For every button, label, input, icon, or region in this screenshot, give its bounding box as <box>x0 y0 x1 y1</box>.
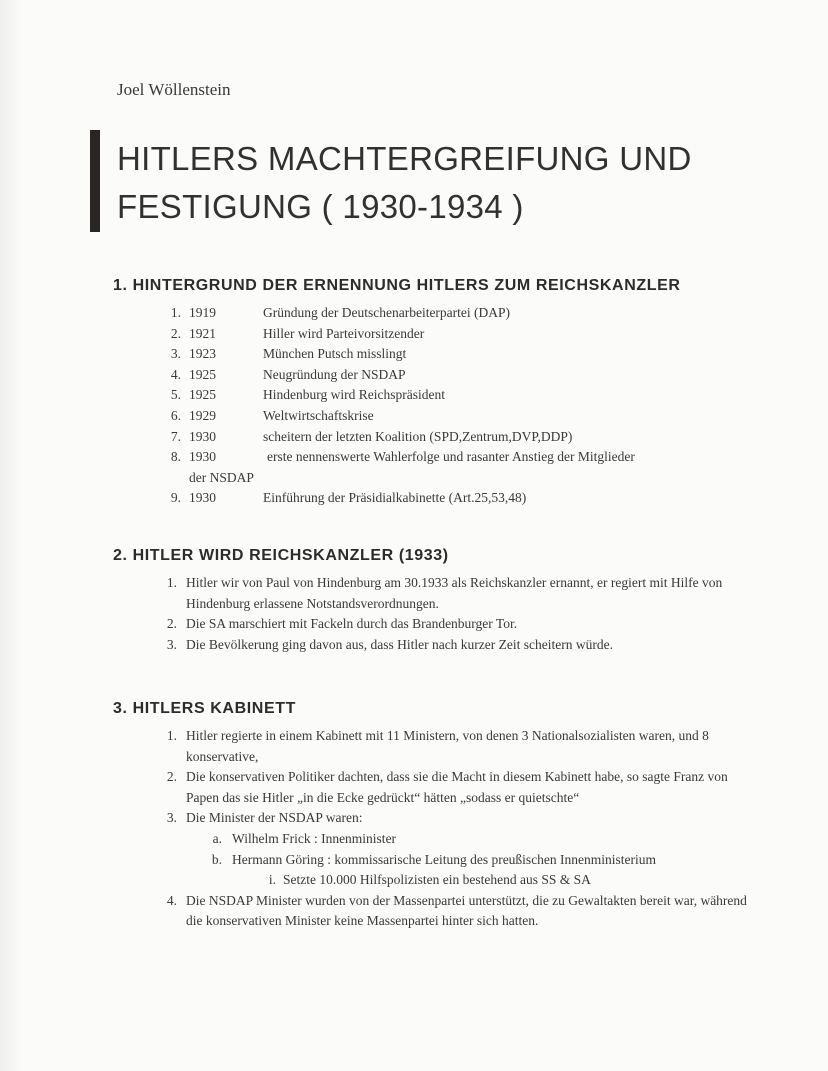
item-year: 1930 <box>189 428 216 444</box>
item-event: Gründung der Deutschenarbeiterpartei (DAP) <box>263 305 511 320</box>
item-number: 3. <box>166 636 177 652</box>
item-year: 1925 <box>189 387 216 403</box>
author-name: Joel Wöllenstein <box>117 80 231 99</box>
item-number: 1. <box>170 305 181 320</box>
item-number: 5. <box>170 387 181 403</box>
item-number: 4. <box>166 892 177 908</box>
timeline-item <box>113 324 753 345</box>
timeline-item <box>113 406 753 427</box>
item-number: 2. <box>166 616 177 632</box>
list-item <box>113 891 753 932</box>
item-event: Weltwirtschaftskrise <box>263 407 374 423</box>
item-text: Hitler wir von Paul von Hindenburg am 30.1933 als Reichskanzler ernannt, er regiert mit Hilfe von Hindenburg erlassene Notstandsverordnungen. <box>186 575 723 611</box>
item-number: 2. <box>166 769 177 785</box>
item-text: Die Bevölkerung ging davon aus, dass Hitler nach kurzer Zeit scheitern würde. <box>186 636 613 652</box>
timeline-item <box>113 488 753 509</box>
sub-item-text: Wilhelm Frick : Innenminister <box>232 830 397 846</box>
item-number: 7. <box>170 428 181 444</box>
item-text: Die konservativen Politiker dachten, dass sie die Macht in diesem Kabinett habe, so sagte Franz von Papen das sie Hitler „in die Ecke gedrückt“ hätten „sodass er quietschte“ <box>186 769 728 805</box>
list-item <box>113 726 753 767</box>
section-heading: 1. HINTERGRUND DER ERNENNUNG HITLERS ZUM REICHSKANZLER <box>113 277 681 294</box>
section-heading: 2. HITLER WIRD REICHSKANZLER (1933) <box>113 547 449 564</box>
list-item <box>113 614 753 635</box>
sub-list-item <box>186 850 753 891</box>
numbered-list <box>113 573 753 655</box>
section-heading: 3. HITLERS KABINETT <box>113 700 296 717</box>
item-event: München Putsch misslingt <box>263 346 407 362</box>
title-line-1: HITLERS MACHTERGREIFUNG UND <box>117 140 692 177</box>
item-event: scheitern der letzten Koalition (SPD,Zentrum,DVP,DDP) <box>263 428 573 444</box>
sub-list-item <box>186 829 753 850</box>
timeline-item <box>113 385 753 406</box>
sub-sub-list-item <box>232 870 753 891</box>
list-item <box>113 767 753 808</box>
numbered-list <box>113 726 753 932</box>
sub-item-letter: a. <box>212 830 222 846</box>
item-year: 1930 <box>189 449 216 465</box>
sub-item-letter: b. <box>211 851 222 867</box>
item-event: erste nennenswerte Wahlerfolge und rasanter Anstieg der Mitglieder <box>267 449 635 465</box>
item-event-continuation: der NSDAP <box>189 469 254 485</box>
item-text: Hitler regierte in einem Kabinett mit 11 Ministern, von denen 3 Nationalsozialisten waren, und 8 konservative, <box>186 728 709 764</box>
item-event: Einführung der Präsidialkabinette (Art.25,53,48) <box>263 490 527 506</box>
section-chancellor <box>113 547 753 655</box>
item-number: 3. <box>170 346 181 362</box>
item-number: 6. <box>170 407 181 423</box>
list-item <box>113 808 753 890</box>
item-event: Hindenburg wird Reichspräsident <box>263 387 445 403</box>
item-text: Die Minister der NSDAP waren: <box>186 810 363 826</box>
list-item <box>113 573 753 614</box>
item-year: 1925 <box>189 366 216 382</box>
timeline-item <box>113 365 753 386</box>
item-event: Hiller wird Parteivorsitzender <box>263 325 425 341</box>
item-number: 1. <box>166 728 177 743</box>
timeline-item <box>113 447 753 488</box>
timeline-item <box>113 344 753 365</box>
section-cabinet <box>113 700 753 932</box>
item-year: 1923 <box>189 346 216 362</box>
item-text: Die SA marschiert mit Fackeln durch das Brandenburger Tor. <box>186 616 518 632</box>
item-number: 1. <box>166 575 177 590</box>
title-line-2: FESTIGUNG ( 1930-1934 ) <box>117 188 524 225</box>
item-year: 1930 <box>189 490 216 506</box>
list-item <box>113 635 753 656</box>
item-number: 3. <box>166 810 177 826</box>
item-text: Die NSDAP Minister wurden von der Massenpartei unterstützt, die zu Gewaltakten bereit war, während die konservativen Minister keine Massenpartei hinter sich hatten. <box>186 892 747 929</box>
item-year: 1921 <box>189 325 216 341</box>
item-number: 4. <box>170 366 181 382</box>
scan-edge-shadow <box>0 0 22 1071</box>
item-number: 9. <box>170 490 181 506</box>
timeline-item <box>113 303 753 324</box>
item-year: 1929 <box>189 407 216 423</box>
item-event: Neugründung der NSDAP <box>263 366 406 382</box>
sub-sub-list <box>232 870 753 891</box>
sub-item-text: Hermann Göring : kommissarische Leitung des preußischen Innenministerium <box>232 851 657 867</box>
timeline-item <box>113 427 753 448</box>
sub-sub-item-text: Setzte 10.000 Hilfspolizisten ein bestehend aus SS & SA <box>283 872 591 888</box>
timeline-list <box>113 303 753 509</box>
section-background <box>113 277 753 509</box>
item-number: 2. <box>170 325 181 341</box>
page-title <box>117 135 757 231</box>
sub-list <box>186 829 753 891</box>
sub-sub-item-roman: i. <box>268 872 276 888</box>
title-accent-bar <box>90 130 100 232</box>
item-year: 1919 <box>189 305 216 320</box>
item-number: 8. <box>170 449 181 465</box>
